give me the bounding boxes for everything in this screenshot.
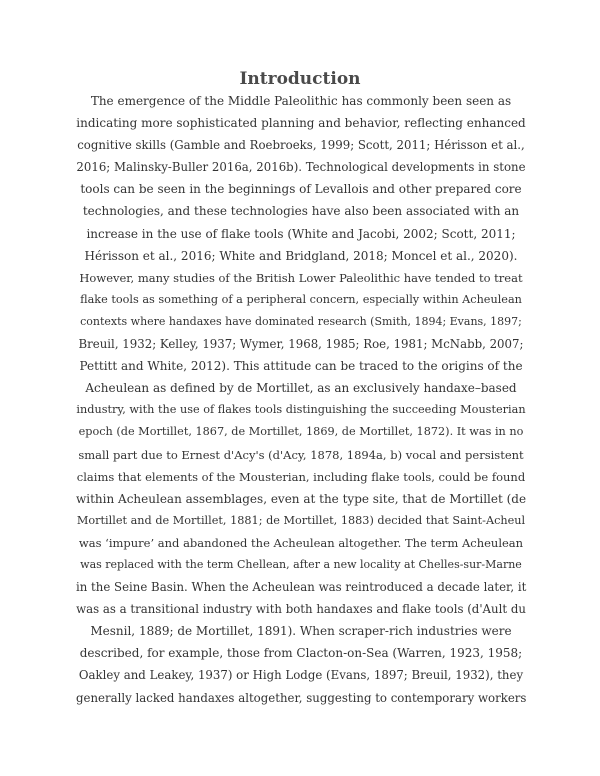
text-line: Hérisson et al., 2016; White and Bridgland, 2018; Moncel et al., 2020). <box>84 248 518 263</box>
text-line: was as a transitional industry with both handaxes and flake tools (d'Ault du <box>76 602 526 617</box>
text-line: However, many studies of the British Lower Paleolithic have tended to treat <box>79 270 523 285</box>
text-line: increase in the use of flake tools (White and Jacobi, 2002; Scott, 2011; <box>86 226 516 241</box>
text-line: Mortillet and de Mortillet, 1881; de Mortillet, 1883) decided that Saint-Acheul <box>76 513 526 527</box>
text-line: claims that elements of the Mousterian, including flake tools, could be found <box>76 469 526 484</box>
text-line: within Acheulean assemblages, even at the type site, that de Mortillet (de <box>76 491 527 506</box>
text-line: industry, with the use of flakes tools distinguishing the succeeding Mousterian <box>76 403 526 417</box>
text-line: Oakley and Leakey, 1937) or High Lodge (Evans, 1897; Breuil, 1932), they <box>78 668 524 683</box>
text-line: indicating more sophisticated planning and behavior, reflecting enhanced <box>76 116 526 131</box>
body-paragraph <box>76 90 526 709</box>
text-line: described, for example, those from Clacton-on-Sea (Warren, 1923, 1958; <box>79 646 523 661</box>
text-line: in the Seine Basin. When the Acheulean was reintroduced a decade later, it <box>76 580 527 595</box>
text-line: generally lacked handaxes altogether, suggesting to contemporary workers <box>76 690 527 705</box>
text-line: 2016; Malinsky-Buller 2016a, 2016b). Technological developments in stone <box>76 160 526 175</box>
text-line: Pettitt and White, 2012). This attitude can be traced to the origins of the <box>79 359 523 374</box>
text-line: technologies, and these technologies have also been associated with an <box>82 204 520 219</box>
text-line: Mesnil, 1889; de Mortillet, 1891). When scraper-rich industries were <box>90 624 512 639</box>
text-line: epoch (de Mortillet, 1867, de Mortillet, 1869, de Mortillet, 1872). It was in no <box>78 425 524 439</box>
text-line: contexts where handaxes have dominated research (Smith, 1894; Evans, 1897; <box>80 314 522 328</box>
text-line: small part due to Ernest d'Acy's (d'Acy, 1878, 1894a, b) vocal and persistent <box>78 447 524 462</box>
text-line: was replaced with the term Chellean, after a new locality at Chelles-sur-Marne <box>80 557 522 571</box>
text-line: Acheulean as defined by de Mortillet, as an exclusively handaxe–based <box>85 381 517 396</box>
text-line: Breuil, 1932; Kelley, 1937; Wymer, 1968, 1985; Roe, 1981; McNabb, 2007; <box>78 337 524 352</box>
text-line: flake tools as something of a peripheral concern, especially within Acheulean <box>80 292 522 306</box>
text-line: tools can be seen in the beginnings of Levallois and other prepared core <box>80 182 522 197</box>
text-line: cognitive skills (Gamble and Roebroeks, 1999; Scott, 2011; Hérisson et al., <box>77 138 525 153</box>
section-heading: Introduction <box>239 69 361 89</box>
text-line: The emergence of the Middle Paleolithic has commonly been seen as <box>90 94 512 108</box>
text-line: was ‘impure’ and abandoned the Acheulean altogether. The term Acheulean <box>78 535 524 550</box>
